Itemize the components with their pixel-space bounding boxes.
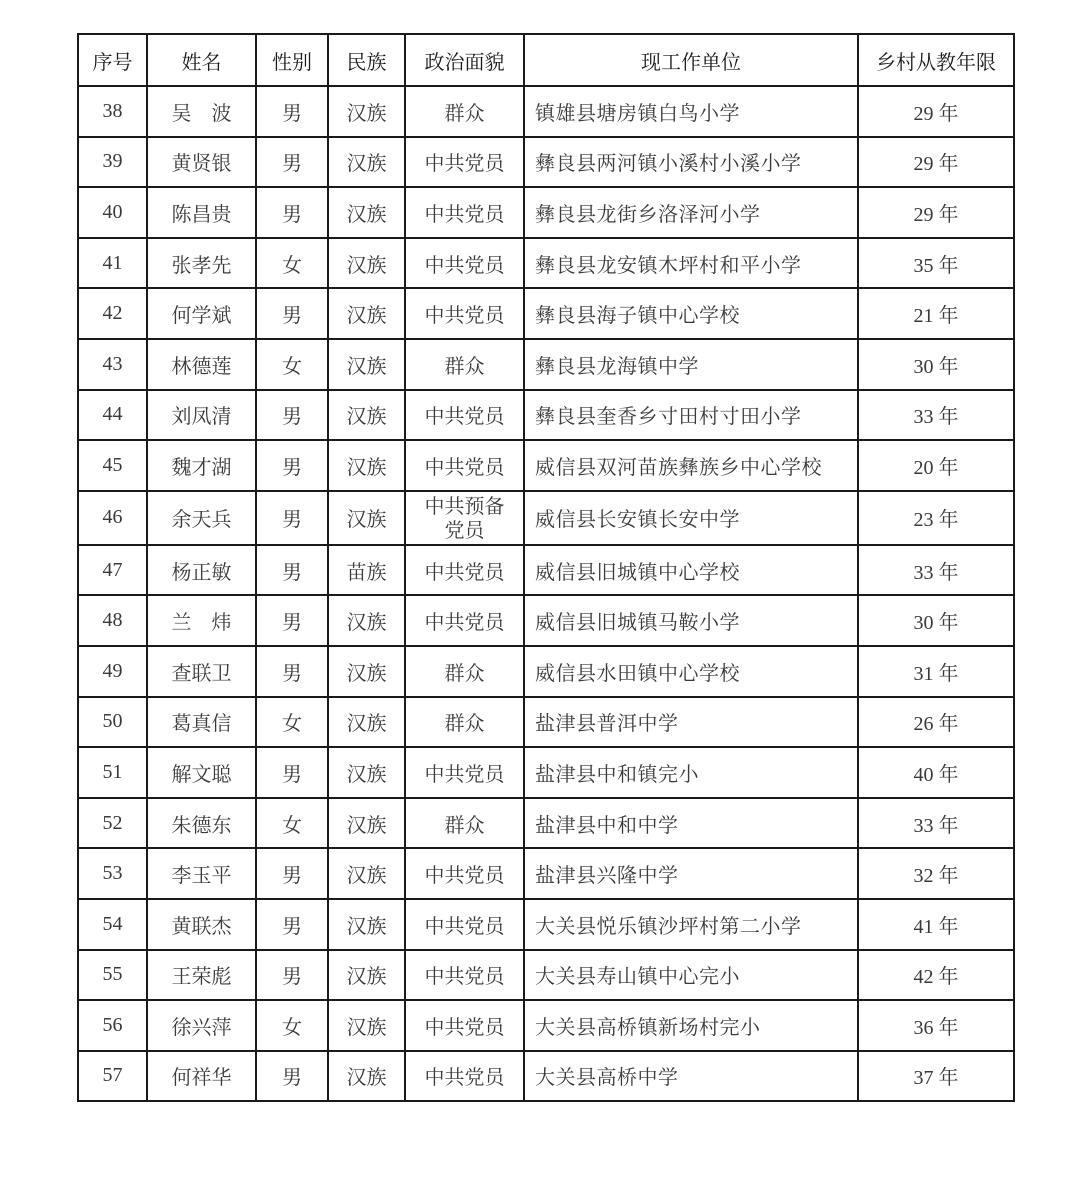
cell-serial-number: 42 — [78, 288, 147, 339]
cell-political-status: 群众 — [405, 798, 524, 849]
cell-ethnicity: 汉族 — [328, 697, 405, 748]
cell-ethnicity: 汉族 — [328, 86, 405, 137]
cell-workplace: 大关县寿山镇中心完小 — [524, 950, 858, 1001]
table-row — [78, 646, 1014, 697]
cell-workplace: 彝良县海子镇中心学校 — [524, 288, 858, 339]
cell-gender: 男 — [256, 1051, 328, 1102]
table-row — [78, 440, 1014, 491]
table-row — [78, 747, 1014, 798]
table-row — [78, 1051, 1014, 1102]
cell-political-status: 中共党员 — [405, 595, 524, 646]
table-row — [78, 86, 1014, 137]
cell-gender: 男 — [256, 440, 328, 491]
cell-workplace: 彝良县龙海镇中学 — [524, 339, 858, 390]
cell-serial-number: 53 — [78, 848, 147, 899]
cell-political-status — [405, 491, 524, 545]
cell-gender: 男 — [256, 595, 328, 646]
cell-name: 吴 波 — [147, 86, 256, 137]
cell-serial-number: 47 — [78, 545, 147, 596]
cell-name: 查联卫 — [147, 646, 256, 697]
cell-gender: 男 — [256, 545, 328, 596]
table-row — [78, 1000, 1014, 1051]
document-page — [77, 33, 1015, 1102]
cell-serial-number: 51 — [78, 747, 147, 798]
cell-ethnicity: 汉族 — [328, 950, 405, 1001]
header-serial-number: 序号 — [78, 34, 147, 86]
cell-political-status: 群众 — [405, 86, 524, 137]
cell-political-status: 中共党员 — [405, 137, 524, 188]
political-status-line-2: 党员 — [444, 517, 485, 542]
cell-teaching-years: 33 年 — [858, 545, 1014, 596]
cell-ethnicity: 汉族 — [328, 440, 405, 491]
cell-ethnicity: 汉族 — [328, 1000, 405, 1051]
cell-gender: 男 — [256, 848, 328, 899]
cell-political-status: 中共党员 — [405, 440, 524, 491]
cell-ethnicity: 汉族 — [328, 595, 405, 646]
cell-ethnicity: 汉族 — [328, 491, 405, 545]
cell-name: 魏才湖 — [147, 440, 256, 491]
table-row — [78, 491, 1014, 545]
cell-name: 葛真信 — [147, 697, 256, 748]
cell-serial-number: 45 — [78, 440, 147, 491]
cell-teaching-years: 21 年 — [858, 288, 1014, 339]
cell-political-status: 群众 — [405, 646, 524, 697]
cell-ethnicity: 汉族 — [328, 288, 405, 339]
table-row — [78, 899, 1014, 950]
cell-workplace: 威信县旧城镇马鞍小学 — [524, 595, 858, 646]
cell-name: 黄贤银 — [147, 137, 256, 188]
header-ethnicity: 民族 — [328, 34, 405, 86]
cell-political-status: 中共党员 — [405, 1000, 524, 1051]
cell-teaching-years: 29 年 — [858, 86, 1014, 137]
political-status-line-1: 中共预备 — [424, 493, 505, 518]
cell-ethnicity: 汉族 — [328, 646, 405, 697]
table-row — [78, 545, 1014, 596]
table-row — [78, 595, 1014, 646]
cell-name: 李玉平 — [147, 848, 256, 899]
cell-serial-number: 38 — [78, 86, 147, 137]
cell-workplace: 盐津县中和镇完小 — [524, 747, 858, 798]
cell-teaching-years: 33 年 — [858, 390, 1014, 441]
cell-serial-number: 54 — [78, 899, 147, 950]
cell-gender: 男 — [256, 491, 328, 545]
cell-gender: 男 — [256, 288, 328, 339]
cell-name: 何祥华 — [147, 1051, 256, 1102]
cell-serial-number: 39 — [78, 137, 147, 188]
cell-political-status: 中共党员 — [405, 288, 524, 339]
cell-serial-number: 50 — [78, 697, 147, 748]
cell-serial-number: 55 — [78, 950, 147, 1001]
header-rural-teaching-years: 乡村从教年限 — [858, 34, 1014, 86]
cell-gender: 女 — [256, 238, 328, 289]
cell-political-status: 中共党员 — [405, 545, 524, 596]
cell-workplace: 大关县高桥镇新场村完小 — [524, 1000, 858, 1051]
table-row — [78, 339, 1014, 390]
cell-political-status: 群众 — [405, 339, 524, 390]
cell-workplace: 威信县长安镇长安中学 — [524, 491, 858, 545]
cell-workplace: 威信县双河苗族彝族乡中心学校 — [524, 440, 858, 491]
cell-ethnicity: 汉族 — [328, 339, 405, 390]
cell-political-status: 中共党员 — [405, 848, 524, 899]
cell-teaching-years: 37 年 — [858, 1051, 1014, 1102]
cell-workplace: 盐津县普洱中学 — [524, 697, 858, 748]
cell-gender: 女 — [256, 697, 328, 748]
cell-ethnicity: 苗族 — [328, 545, 405, 596]
cell-teaching-years: 41 年 — [858, 899, 1014, 950]
cell-workplace: 彝良县奎香乡寸田村寸田小学 — [524, 390, 858, 441]
cell-teaching-years: 40 年 — [858, 747, 1014, 798]
cell-gender: 男 — [256, 899, 328, 950]
cell-gender: 男 — [256, 747, 328, 798]
cell-name: 张孝先 — [147, 238, 256, 289]
cell-workplace: 彝良县龙安镇木坪村和平小学 — [524, 238, 858, 289]
cell-workplace: 盐津县中和中学 — [524, 798, 858, 849]
cell-political-status: 中共党员 — [405, 187, 524, 238]
cell-workplace: 威信县旧城镇中心学校 — [524, 545, 858, 596]
cell-serial-number: 48 — [78, 595, 147, 646]
cell-serial-number: 40 — [78, 187, 147, 238]
cell-ethnicity: 汉族 — [328, 390, 405, 441]
table-row — [78, 238, 1014, 289]
header-name: 姓名 — [147, 34, 256, 86]
table-row — [78, 137, 1014, 188]
cell-gender: 女 — [256, 798, 328, 849]
cell-serial-number: 46 — [78, 491, 147, 545]
cell-ethnicity: 汉族 — [328, 798, 405, 849]
cell-ethnicity: 汉族 — [328, 238, 405, 289]
cell-name: 杨正敏 — [147, 545, 256, 596]
cell-teaching-years: 42 年 — [858, 950, 1014, 1001]
cell-political-status: 中共党员 — [405, 390, 524, 441]
cell-political-status: 中共党员 — [405, 238, 524, 289]
cell-teaching-years: 33 年 — [858, 798, 1014, 849]
cell-name: 陈昌贵 — [147, 187, 256, 238]
table-row — [78, 950, 1014, 1001]
cell-gender: 男 — [256, 137, 328, 188]
table-header-row — [78, 34, 1014, 86]
cell-political-status: 群众 — [405, 697, 524, 748]
cell-ethnicity: 汉族 — [328, 1051, 405, 1102]
cell-teaching-years: 20 年 — [858, 440, 1014, 491]
cell-ethnicity: 汉族 — [328, 747, 405, 798]
cell-gender: 男 — [256, 86, 328, 137]
cell-name: 兰 炜 — [147, 595, 256, 646]
cell-name: 朱德东 — [147, 798, 256, 849]
table-row — [78, 390, 1014, 441]
cell-workplace: 大关县悦乐镇沙坪村第二小学 — [524, 899, 858, 950]
cell-serial-number: 41 — [78, 238, 147, 289]
cell-political-status: 中共党员 — [405, 899, 524, 950]
header-gender: 性别 — [256, 34, 328, 86]
cell-workplace: 大关县高桥中学 — [524, 1051, 858, 1102]
cell-workplace: 镇雄县塘房镇白鸟小学 — [524, 86, 858, 137]
cell-serial-number: 44 — [78, 390, 147, 441]
cell-teaching-years: 30 年 — [858, 339, 1014, 390]
cell-name: 王荣彪 — [147, 950, 256, 1001]
cell-workplace: 盐津县兴隆中学 — [524, 848, 858, 899]
cell-gender: 男 — [256, 950, 328, 1001]
table-row — [78, 798, 1014, 849]
cell-workplace: 威信县水田镇中心学校 — [524, 646, 858, 697]
cell-name: 何学斌 — [147, 288, 256, 339]
cell-name: 余天兵 — [147, 491, 256, 545]
cell-political-status: 中共党员 — [405, 950, 524, 1001]
cell-political-status: 中共党员 — [405, 747, 524, 798]
cell-teaching-years: 30 年 — [858, 595, 1014, 646]
cell-serial-number: 52 — [78, 798, 147, 849]
cell-serial-number: 49 — [78, 646, 147, 697]
cell-teaching-years: 36 年 — [858, 1000, 1014, 1051]
cell-gender: 女 — [256, 339, 328, 390]
cell-name: 解文聪 — [147, 747, 256, 798]
cell-teaching-years: 32 年 — [858, 848, 1014, 899]
table-row — [78, 697, 1014, 748]
cell-gender: 男 — [256, 646, 328, 697]
table-row — [78, 848, 1014, 899]
cell-workplace: 彝良县龙街乡洛泽河小学 — [524, 187, 858, 238]
cell-teaching-years: 35 年 — [858, 238, 1014, 289]
cell-name: 徐兴萍 — [147, 1000, 256, 1051]
table-row — [78, 187, 1014, 238]
cell-serial-number: 43 — [78, 339, 147, 390]
teacher-roster-table — [77, 33, 1015, 1102]
cell-political-status: 中共党员 — [405, 1051, 524, 1102]
cell-teaching-years: 26 年 — [858, 697, 1014, 748]
cell-serial-number: 57 — [78, 1051, 147, 1102]
cell-ethnicity: 汉族 — [328, 137, 405, 188]
cell-teaching-years: 31 年 — [858, 646, 1014, 697]
header-current-workplace: 现工作单位 — [524, 34, 858, 86]
header-political-status: 政治面貌 — [405, 34, 524, 86]
cell-teaching-years: 29 年 — [858, 137, 1014, 188]
cell-ethnicity: 汉族 — [328, 848, 405, 899]
cell-teaching-years: 23 年 — [858, 491, 1014, 545]
cell-teaching-years: 29 年 — [858, 187, 1014, 238]
cell-gender: 男 — [256, 390, 328, 441]
cell-name: 刘凤清 — [147, 390, 256, 441]
table-row — [78, 288, 1014, 339]
cell-serial-number: 56 — [78, 1000, 147, 1051]
cell-workplace: 彝良县两河镇小溪村小溪小学 — [524, 137, 858, 188]
table-body — [78, 86, 1014, 1101]
cell-ethnicity: 汉族 — [328, 899, 405, 950]
cell-name: 黄联杰 — [147, 899, 256, 950]
cell-ethnicity: 汉族 — [328, 187, 405, 238]
cell-name: 林德莲 — [147, 339, 256, 390]
cell-gender: 男 — [256, 187, 328, 238]
cell-gender: 女 — [256, 1000, 328, 1051]
